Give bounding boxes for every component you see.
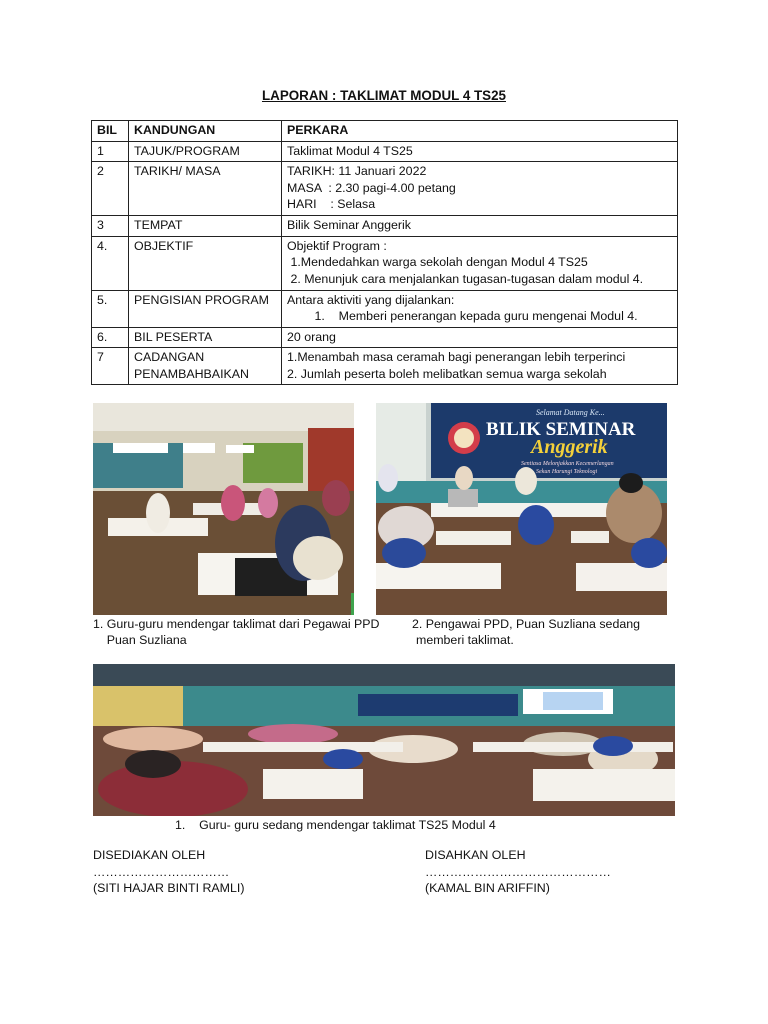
perkara-line: 1. Memberi penerangan kepada guru mengenai Modul 4. <box>287 309 638 323</box>
row-perkara <box>282 327 678 348</box>
caption-photo-1-line2: Puan Suzliana <box>93 633 187 647</box>
photo-teachers-listening <box>93 403 354 615</box>
perkara-line: MASA : 2.30 pagi-4.00 petang <box>287 180 456 195</box>
photo-teachers-taklimat <box>93 664 675 816</box>
row-bil: 1 <box>92 141 129 162</box>
approved-by-label: DISAHKAN OLEH <box>425 848 526 862</box>
perkara-line: 2. Menunjuk cara menjalankan tugasan-tugasan dalam modul 4. <box>287 271 644 286</box>
row-perkara <box>282 236 678 290</box>
table-header-row <box>92 121 678 142</box>
row-bil: 6. <box>92 327 129 348</box>
row-bil: 7 <box>92 348 129 385</box>
banner-line3: Anggerik <box>531 436 608 458</box>
row-perkara <box>282 290 678 327</box>
row-bil: 2 <box>92 162 129 216</box>
caption-photo-3: 1. Guru- guru sedang mendengar taklimat TS25 Modul 4 <box>175 818 496 832</box>
row-perkara <box>282 216 678 237</box>
row-perkara <box>282 348 678 385</box>
perkara-line: 2. Jumlah peserta boleh melibatkan semua warga sekolah <box>287 366 607 381</box>
perkara-line: 1.Menambah masa ceramah bagi penerangan lebih terperinci <box>287 350 626 364</box>
perkara-line: Bilik Seminar Anggerik <box>287 218 411 232</box>
page-title: LAPORAN : TAKLIMAT MODUL 4 TS25 <box>261 88 506 103</box>
header-bil: BIL <box>92 121 129 142</box>
perkara-line: 1.Mendedahkan warga sekolah dengan Modul 4 TS25 <box>287 255 588 269</box>
table-row <box>92 327 678 348</box>
row-kandungan: TEMPAT <box>129 216 282 237</box>
perkara-line: HARI : Selasa <box>287 197 376 211</box>
row-bil: 4. <box>92 236 129 290</box>
table-row <box>92 290 678 327</box>
approved-by-name: (KAMAL BIN ARIFFIN) <box>425 881 550 895</box>
report-table <box>91 120 678 385</box>
banner-line5: Sekun Harungi Teknologi <box>536 469 598 475</box>
banner-line1: Selamat Datang Ke... <box>536 408 605 417</box>
caption-photo-2-line2: memberi taklimat. <box>416 633 514 647</box>
header-perkara: PERKARA <box>282 121 678 142</box>
table-row <box>92 216 678 237</box>
photo-ppd-officer-briefing <box>376 403 667 615</box>
table-row <box>92 236 678 290</box>
prepared-by-label: DISEDIAKAN OLEH <box>93 848 206 862</box>
row-kandungan: TAJUK/PROGRAM <box>129 141 282 162</box>
banner-line2: BILIK SEMINAR <box>486 419 636 440</box>
row-kandungan: TARIKH/ MASA <box>129 162 282 216</box>
row-perkara <box>282 141 678 162</box>
table-row <box>92 348 678 385</box>
caption-photo-1-line1: 1. Guru-guru mendengar taklimat dari Pegawai PPD <box>93 617 380 631</box>
approved-by-signature-line: ……………………………………… <box>425 865 611 879</box>
row-bil: 3 <box>92 216 129 237</box>
perkara-line: TARIKH: 11 Januari 2022 <box>287 164 427 178</box>
row-kandungan: OBJEKTIF <box>129 236 282 290</box>
perkara-line: 20 orang <box>287 329 336 344</box>
perkara-line: Antara aktiviti yang dijalankan: <box>287 292 455 307</box>
row-kandungan: PENGISIAN PROGRAM <box>129 290 282 327</box>
perkara-line: Taklimat Modul 4 TS25 <box>287 143 413 158</box>
banner-line4: Sentiasa Melonjakkan Kecemerlangan <box>521 461 614 467</box>
row-perkara <box>282 162 678 216</box>
prepared-by-name: (SITI HAJAR BINTI RAMLI) <box>93 881 245 895</box>
row-bil: 5. <box>92 290 129 327</box>
caption-photo-2-line1: 2. Pengawai PPD, Puan Suzliana sedang <box>412 617 641 631</box>
header-kandungan: KANDUNGAN <box>129 121 282 142</box>
table-row <box>92 141 678 162</box>
prepared-by-signature-line: …………………………… <box>93 865 230 879</box>
perkara-line: Objektif Program : <box>287 238 387 253</box>
row-kandungan: BIL PESERTA <box>129 327 282 348</box>
row-kandungan: CADANGAN PENAMBAHBAIKAN <box>129 348 282 385</box>
table-row <box>92 162 678 216</box>
